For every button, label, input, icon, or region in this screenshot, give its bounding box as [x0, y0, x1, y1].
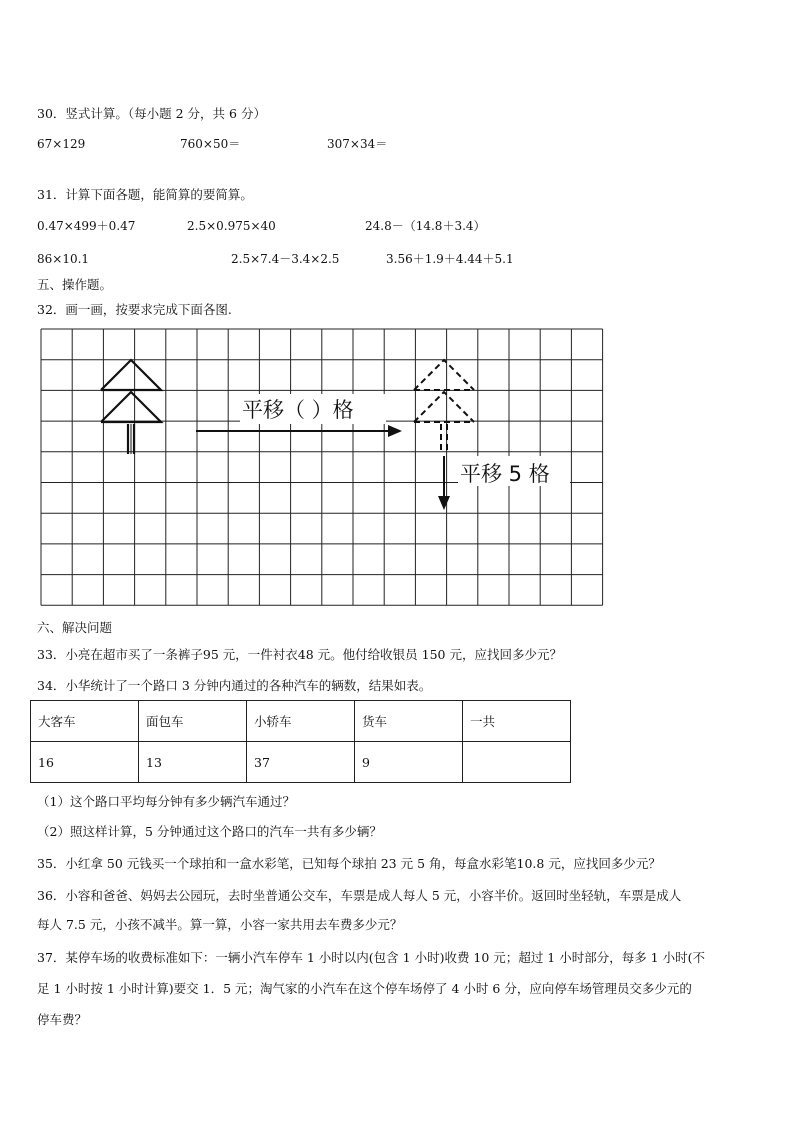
table-header-row [31, 701, 571, 742]
q36-line1: 36．小容和爸爸、妈妈去公园玩，去时坐普通公交车，车票是成人每人 5 元，小容半价。返回时坐轻轨，车票是成人 [37, 888, 682, 903]
q35-text: 35．小红拿 50 元钱买一个球拍和一盒水彩笔，已知每个球拍 23 元 5 角，每盒水彩笔10.8 元，应找回多少元？ [37, 856, 661, 871]
table-cell: 9 [355, 742, 463, 783]
q34-table [30, 700, 571, 783]
table-cell: 13 [139, 742, 247, 783]
q34-title: 34．小华统计了一个路口 3 分钟内通过的各种汽车的辆数，结果如表。 [37, 678, 432, 693]
q31-r1-1: 0.47×499＋0.47 [37, 219, 136, 233]
table-cell: 37 [247, 742, 355, 783]
table-header-cell: 大客车 [31, 701, 139, 742]
translate-right-label: 平移（ ）格 [242, 398, 354, 422]
section-5-heading: 五、操作题。 [37, 277, 113, 292]
translate-down-label: 平移 5 格 [460, 462, 550, 486]
arrow-right-icon [196, 425, 402, 437]
q30-item-2: 760×50＝ [180, 137, 241, 151]
q30-item-1: 67×129 [37, 137, 86, 151]
tree-solid [101, 360, 161, 454]
table-header-cell: 货车 [355, 701, 463, 742]
q34-sub1: （1）这个路口平均每分钟有多少辆汽车通过？ [37, 794, 295, 809]
table-row [31, 742, 571, 783]
table-header-cell: 小轿车 [247, 701, 355, 742]
q32-grid-figure [40, 328, 606, 610]
q31-r2-1: 86×10.1 [37, 252, 90, 266]
q34-sub2: （2）照这样计算，5 分钟通过这个路口的汽车一共有多少辆？ [37, 824, 382, 839]
q37-line3: 停车费？ [37, 1012, 88, 1027]
table-cell-answer[interactable] [463, 742, 571, 783]
q37-line2: 足 1 小时按 1 小时计算)要交 1．5 元；淘气家的小汽车在这个停车场停了 4 小时 6 分，应向停车场管理员交多少元的 [37, 981, 692, 996]
q31-r1-2: 2.5×0.975×40 [187, 219, 276, 233]
table-cell: 16 [31, 742, 139, 783]
q31-r2-2: 2.5×7.4－3.4×2.5 [231, 252, 340, 266]
q30-item-3: 307×34＝ [327, 137, 388, 151]
q33-text: 33．小亮在超市买了一条裤子95 元，一件衬衣48 元。他付给收银员 150 元，应找回多少元？ [37, 647, 562, 662]
q31-r2-3: 3.56＋1.9＋4.44＋5.1 [386, 252, 514, 266]
table-header-cell: 面包车 [139, 701, 247, 742]
section-6-heading: 六、解决问题 [37, 620, 113, 635]
q31-r1-3: 24.8－（14.8＋3.4） [365, 219, 486, 233]
q32-title: 32．画一画，按要求完成下面各图. [37, 302, 232, 317]
tree-dashed [414, 360, 474, 454]
q30-title: 30．竖式计算。（每小题 2 分，共 6 分） [37, 106, 266, 121]
q36-line2: 每人 7.5 元，小孩不减半。算一算，小容一家共用去车费多少元？ [37, 917, 403, 932]
table-header-cell: 一共 [463, 701, 571, 742]
q37-line1: 37．某停车场的收费标准如下：一辆小汽车停车 1 小时以内(包含 1 小时)收费 10 元；超过 1 小时部分，每多 1 小时(不 [37, 950, 705, 965]
q31-title: 31．计算下面各题，能简算的要简算。 [37, 187, 253, 202]
